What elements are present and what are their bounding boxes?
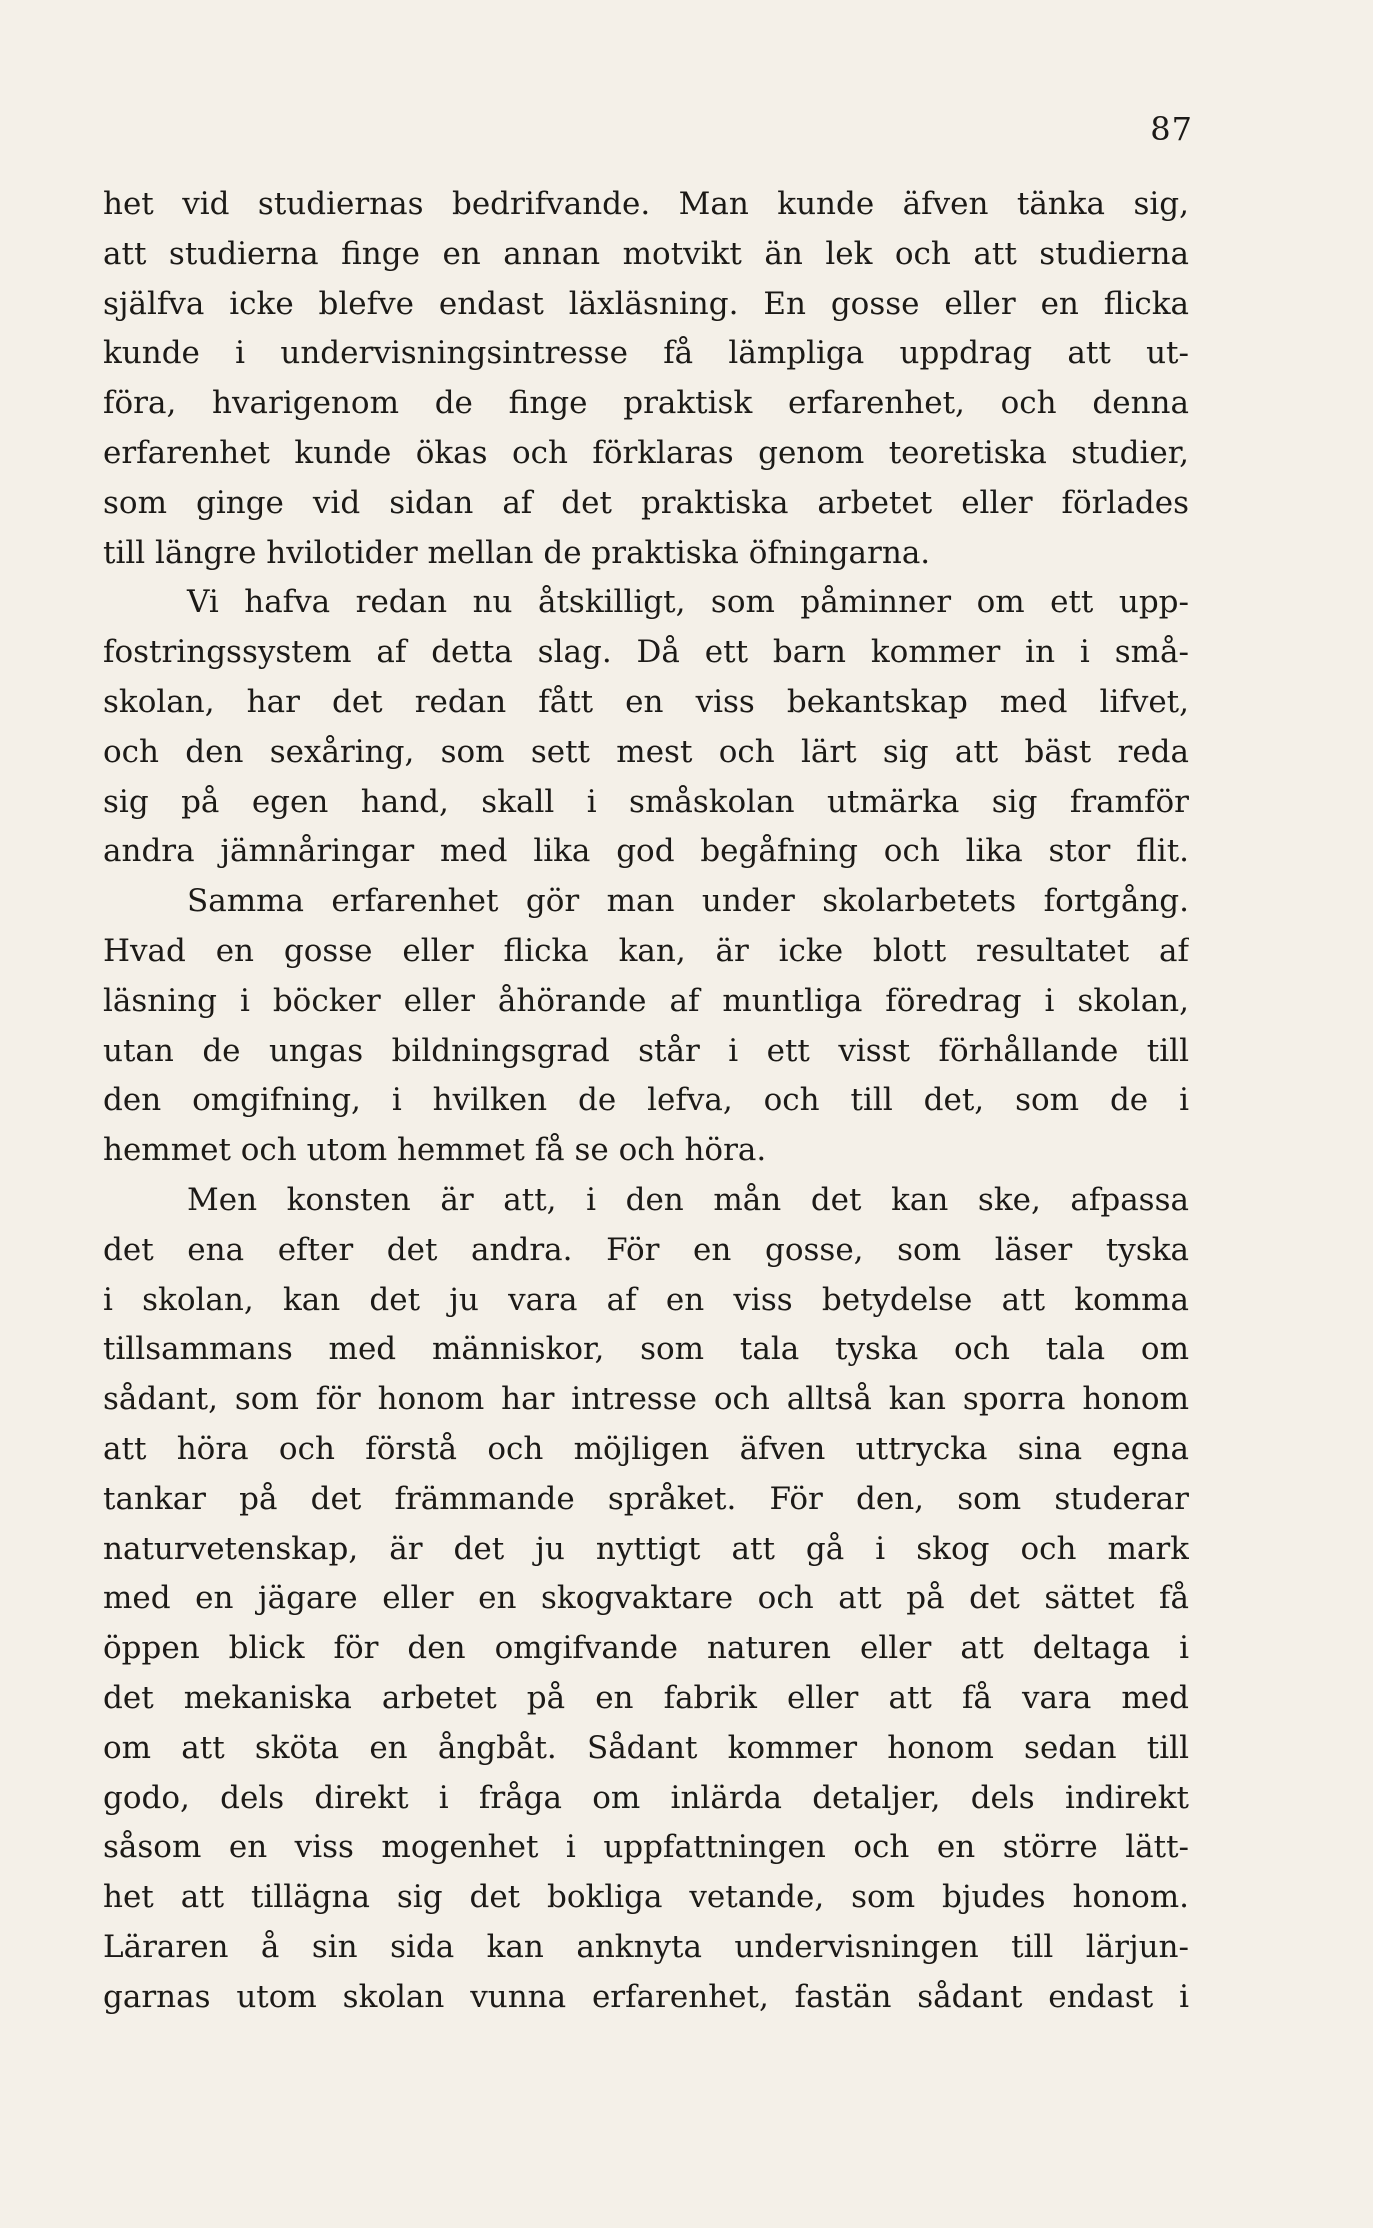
- text-line: erfarenhet kunde ökas och förklaras genom teoretiska studier,: [103, 434, 1189, 471]
- text-line: med en jägare eller en skogvaktare och att på det sättet få: [103, 1580, 1189, 1617]
- text-line: fostringssystem af detta slag. Då ett barn kommer in i små-: [103, 634, 1189, 671]
- text-line: om att sköta en ångbåt. Sådant kommer honom sedan till: [103, 1729, 1189, 1766]
- text-line: kunde i undervisningsintresse få lämpliga uppdrag att ut-: [103, 335, 1189, 372]
- text-line: såsom en viss mogenhet i uppfattningen och en större lätt-: [103, 1829, 1189, 1866]
- text-line: sig på egen hand, skall i småskolan utmärka sig framför: [103, 783, 1189, 820]
- text-line: Samma erfarenhet gör man under skolarbetets fortgång.: [187, 883, 1189, 920]
- text-line: het att tillägna sig det bokliga vetande, som bjudes honom.: [103, 1879, 1189, 1916]
- text-line: det mekaniska arbetet på en fabrik eller att få vara med: [103, 1679, 1189, 1716]
- text-line: garnas utom skolan vunna erfarenhet, fastän sådant endast i: [103, 1978, 1189, 2015]
- text-line: tillsammans med människor, som tala tyska och tala om: [103, 1331, 1189, 1368]
- text-line: det ena efter det andra. För en gosse, som läser tyska: [103, 1231, 1189, 1268]
- text-line: läsning i böcker eller åhörande af muntliga föredrag i skolan,: [103, 982, 1189, 1019]
- text-line: den omgifning, i hvilken de lefva, och till det, som de i: [103, 1082, 1189, 1119]
- text-line: Läraren å sin sida kan anknyta undervisningen till lärjun-: [103, 1928, 1189, 1965]
- text-line: öppen blick för den omgifvande naturen eller att deltaga i: [103, 1630, 1189, 1667]
- text-line: sådant, som för honom har intresse och alltså kan sporra honom: [103, 1381, 1189, 1418]
- page-number: 87: [1150, 110, 1193, 148]
- text-line: godo, dels direkt i fråga om inlärda detaljer, dels indirekt: [103, 1779, 1189, 1816]
- text-line: Hvad en gosse eller flicka kan, är icke blott resultatet af: [103, 932, 1189, 969]
- text-line: att höra och förstå och möjligen äfven uttrycka sina egna: [103, 1430, 1189, 1467]
- text-line: utan de ungas bildningsgrad står i ett visst förhållande till: [103, 1032, 1189, 1069]
- text-line: andra jämnåringar med lika god begåfning och lika stor flit.: [103, 833, 1189, 870]
- text-line: naturvetenskap, är det ju nyttigt att gå i skog och mark: [103, 1530, 1189, 1567]
- text-line: hemmet och utom hemmet få se och höra.: [103, 1132, 767, 1169]
- text-line: tankar på det främmande språket. För den, som studerar: [103, 1480, 1189, 1517]
- text-line: att studierna finge en annan motvikt än lek och att studierna: [103, 235, 1189, 272]
- text-line: i skolan, kan det ju vara af en viss betydelse att komma: [103, 1281, 1189, 1318]
- text-line: Men konsten är att, i den mån det kan ske, afpassa: [187, 1181, 1189, 1218]
- text-line: och den sexåring, som sett mest och lärt sig att bäst reda: [103, 733, 1189, 770]
- text-line: Vi hafva redan nu åtskilligt, som påminner om ett upp-: [187, 584, 1189, 621]
- text-line: föra, hvarigenom de finge praktisk erfarenhet, och denna: [103, 385, 1189, 422]
- text-line: skolan, har det redan fått en viss bekantskap med lifvet,: [103, 683, 1189, 720]
- text-line: som ginge vid sidan af det praktiska arbetet eller förlades: [103, 484, 1189, 521]
- text-line: het vid studiernas bedrifvande. Man kunde äfven tänka sig,: [103, 186, 1189, 222]
- body-text: [103, 180, 1189, 2022]
- text-line: till längre hvilotider mellan de praktiska öfningarna.: [103, 534, 931, 571]
- text-line: själfva icke blefve endast läxläsning. En gosse eller en flicka: [103, 285, 1189, 322]
